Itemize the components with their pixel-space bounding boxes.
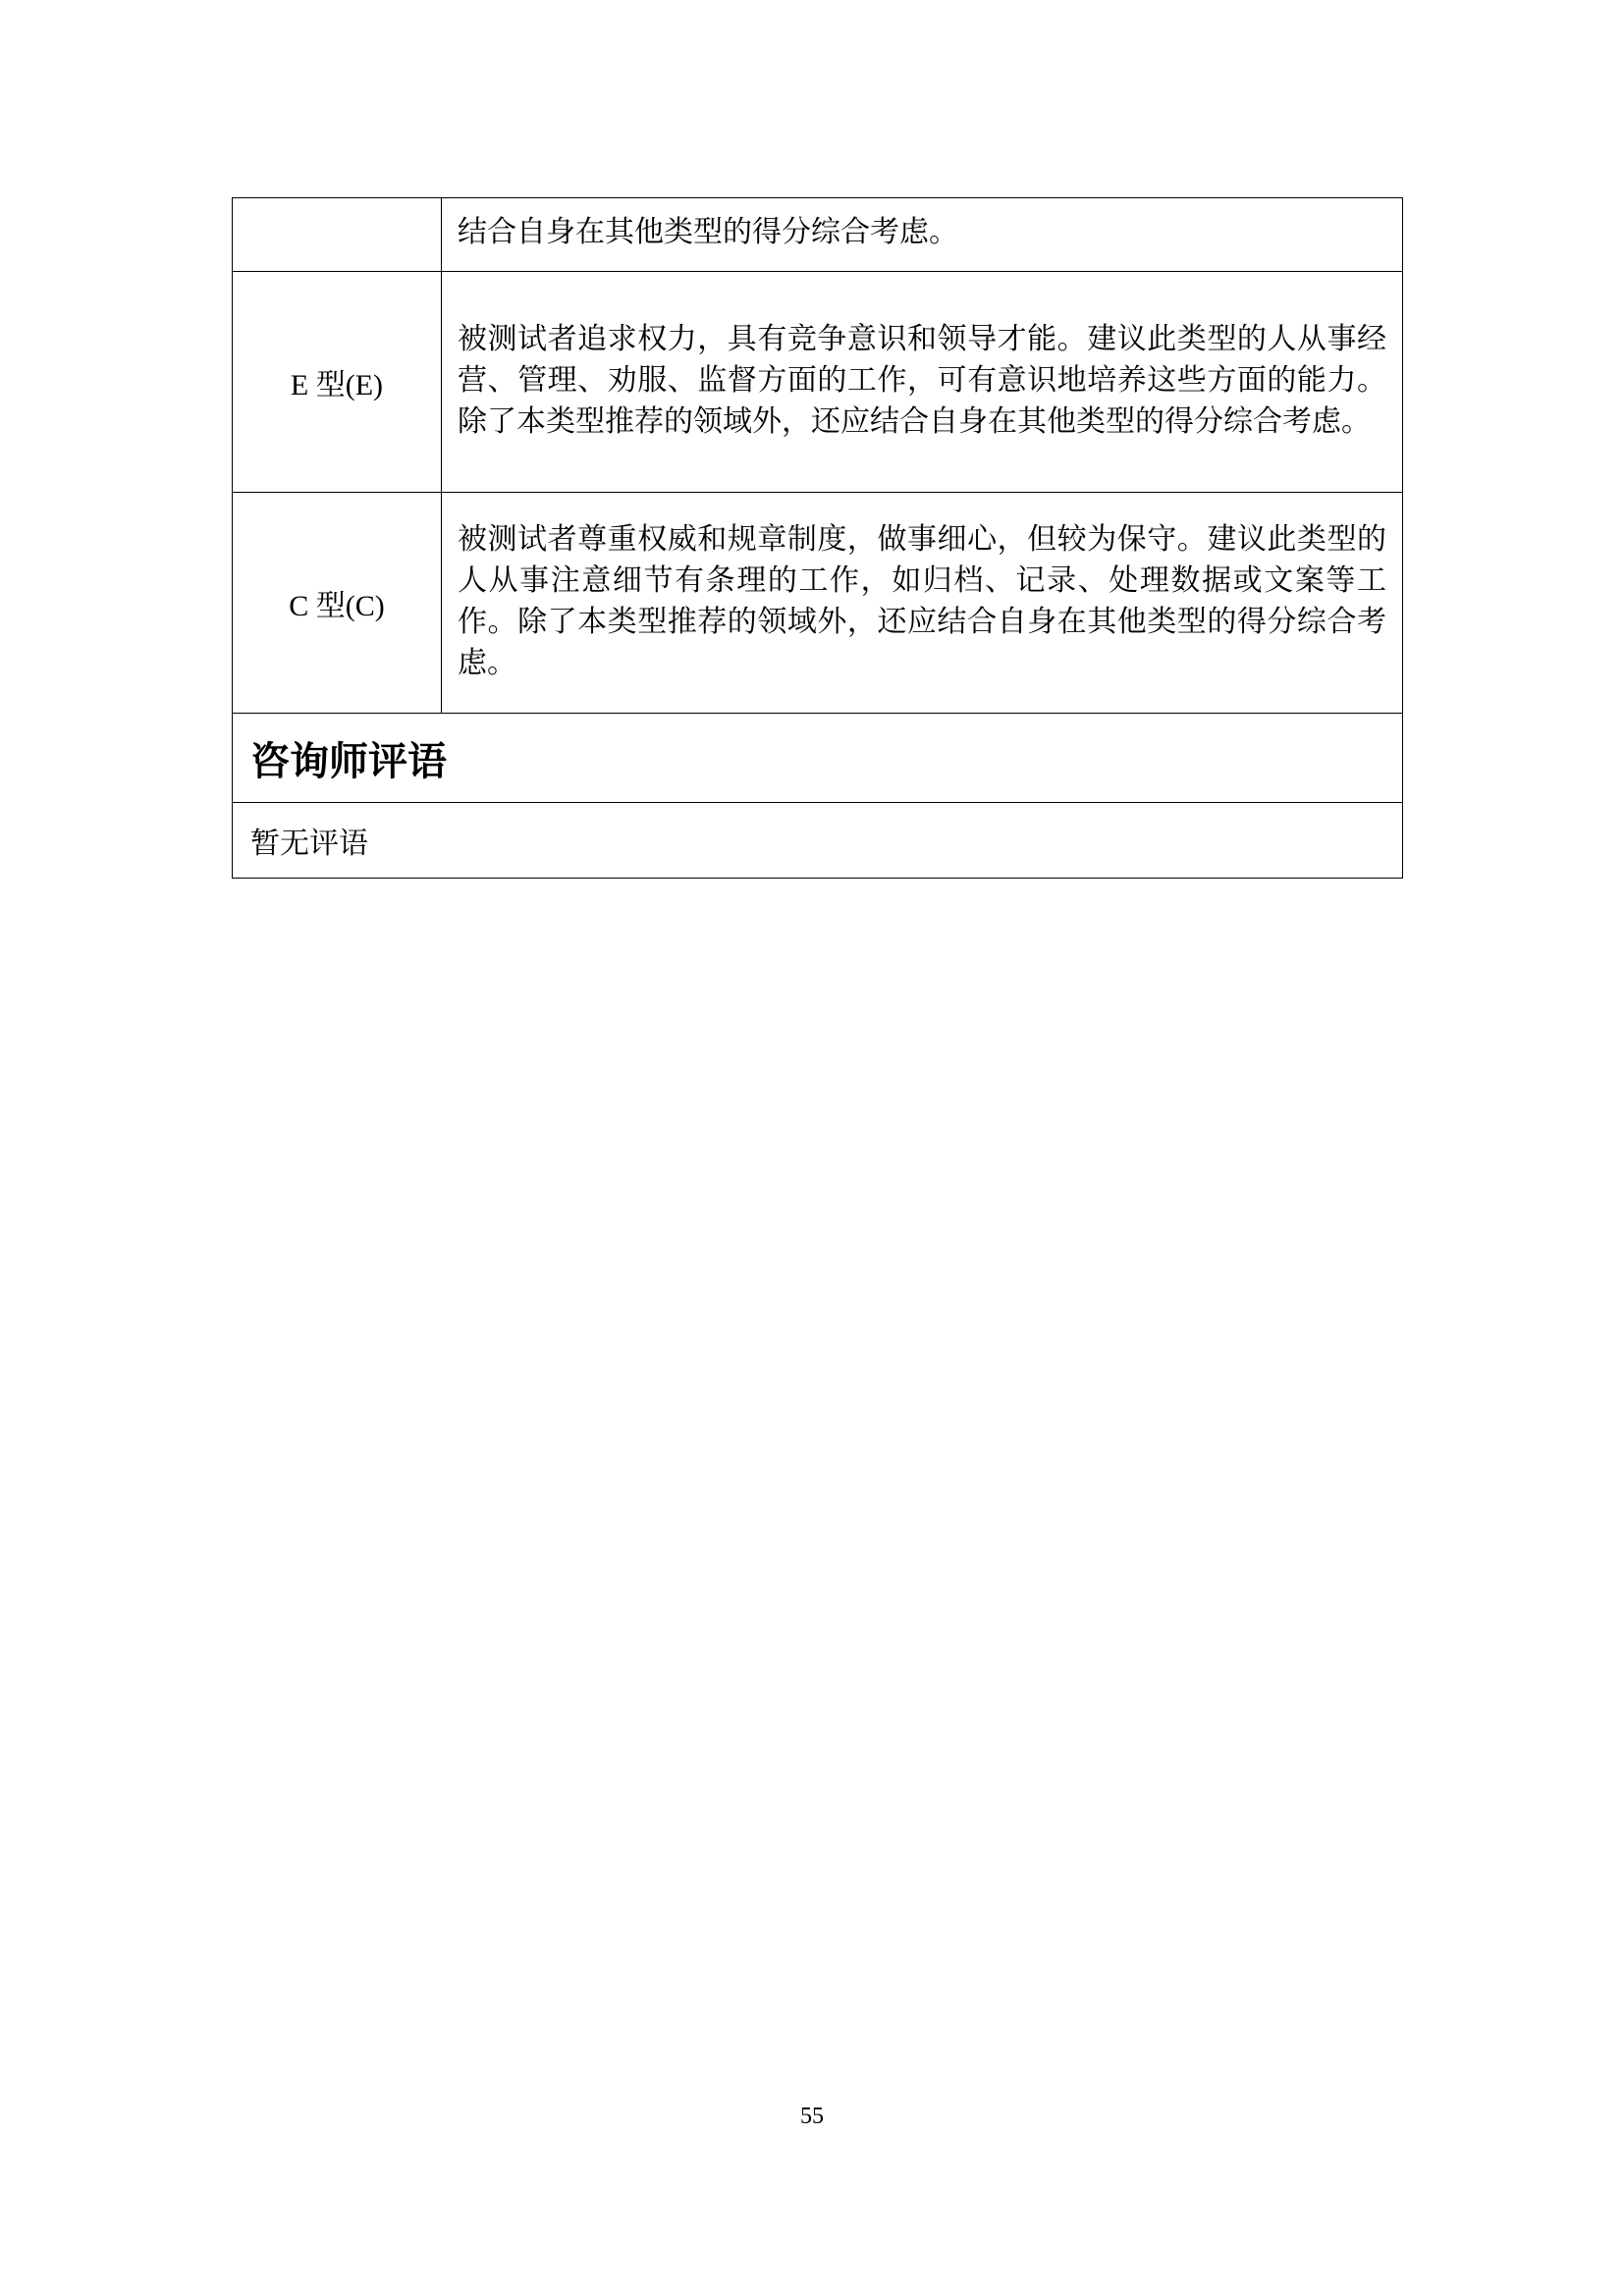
type-cell-e: E 型(E) (233, 272, 442, 493)
table-row (233, 493, 1403, 714)
type-cell-continued (233, 198, 442, 272)
counselor-comment-row (233, 803, 1403, 879)
personality-type-table (232, 197, 1403, 879)
table-row (233, 198, 1403, 272)
page-number: 55 (800, 2104, 824, 2129)
table-row (233, 272, 1403, 493)
counselor-comment: 暂无评语 (233, 803, 1403, 879)
type-cell-c: C 型(C) (233, 493, 442, 714)
counselor-heading-row (233, 714, 1403, 803)
description-cell-continued: 结合自身在其他类型的得分综合考虑。 (442, 198, 1403, 272)
description-cell-e: 被测试者追求权力，具有竞争意识和领导才能。建议此类型的人从事经营、管理、劝服、监督方面的工作，可有意识地培养这些方面的能力。除了本类型推荐的领域外，还应结合自身在其他类型的得分综合考虑。 (442, 272, 1403, 493)
counselor-heading: 咨询师评语 (233, 714, 1403, 803)
description-cell-c: 被测试者尊重权威和规章制度，做事细心，但较为保守。建议此类型的人从事注意细节有条理的工作，如归档、记录、处理数据或文案等工作。除了本类型推荐的领域外，还应结合自身在其他类型的得分综合考虑。 (442, 493, 1403, 714)
